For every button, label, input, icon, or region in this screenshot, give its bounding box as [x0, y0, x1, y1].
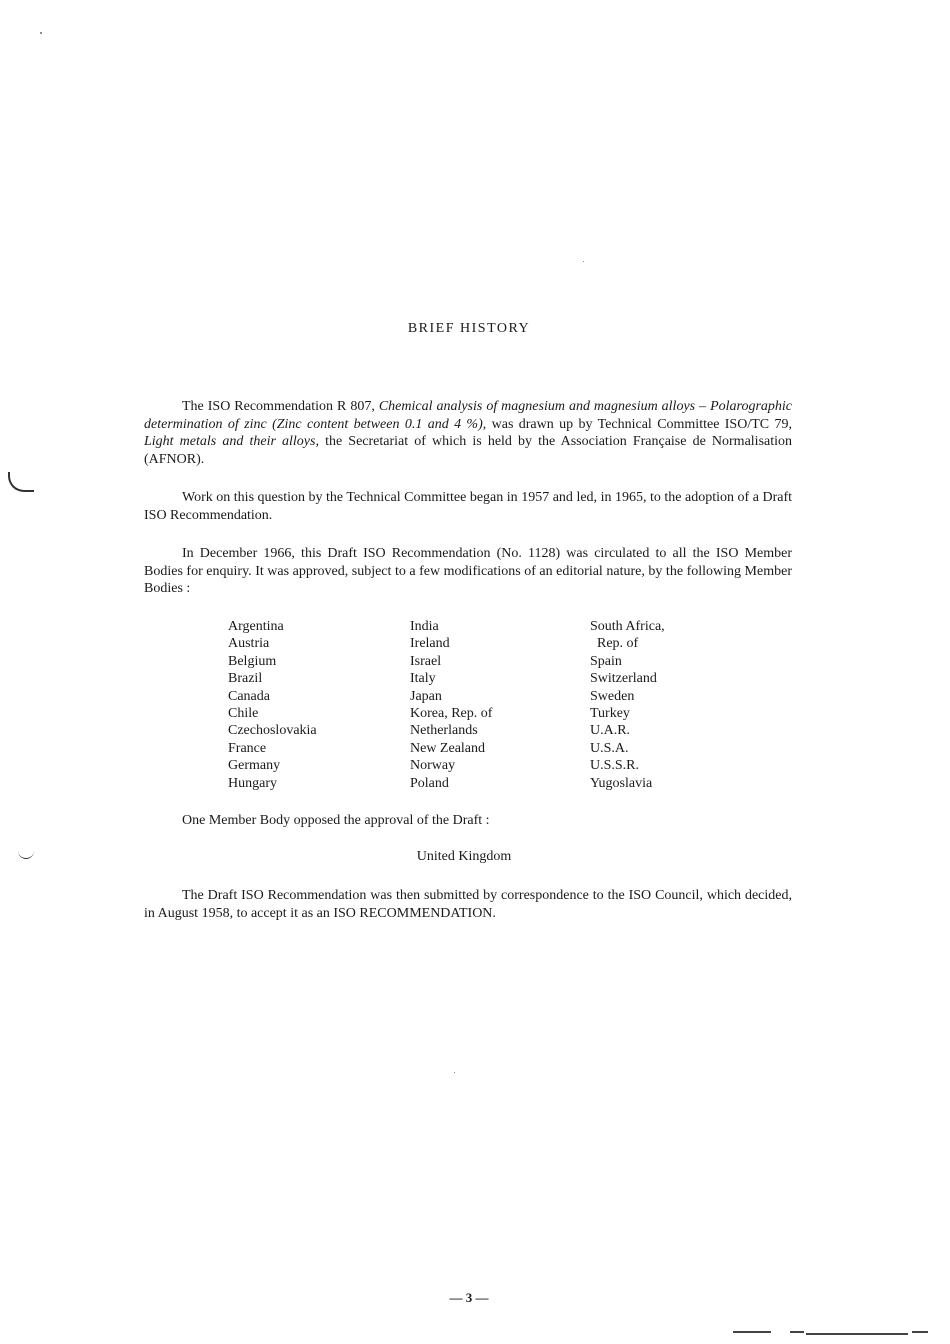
paragraph-3-text: In December 1966, this Draft ISO Recommendation (No. 1128) was circulated to all the ISO Member Bodies for enquiry. It was approved, subject to a few modifications of an editorial nature, by the following Member Bodies : — [144, 546, 792, 596]
committee-title: Light metals and their alloys, — [144, 434, 319, 449]
member-body: New Zealand — [410, 740, 486, 756]
paragraph-1-text-c: the Secretariat of which is held by the Association Française de Normalisation (AFNOR). — [144, 434, 793, 467]
standard-title: Chemical analysis of magnesium and magnesium alloys – Polarographic determination of zinc (Zinc content between 0.1 and 4 %), — [144, 399, 792, 432]
member-body: Czechoslovakia — [228, 723, 317, 739]
member-body: U.S.A. — [590, 740, 629, 756]
member-body: Israel — [410, 653, 442, 669]
member-bodies-column-1 — [228, 618, 317, 792]
paragraph-5-text: The Draft ISO Recommendation was then submitted by correspondence to the ISO Council, which decided, in August 1958, to accept it as an ISO RECOMMENDATION. — [144, 888, 792, 921]
member-body: Rep. of — [590, 636, 639, 652]
member-body: Brazil — [228, 671, 263, 687]
member-body: U.A.R. — [590, 723, 631, 739]
scan-line — [806, 1333, 908, 1335]
scan-line — [733, 1331, 771, 1333]
member-body: India — [410, 619, 439, 634]
page-number: — 3 — — [449, 1290, 489, 1305]
member-body: Hungary — [228, 775, 277, 791]
member-body: Turkey — [590, 705, 630, 721]
scan-line — [790, 1331, 804, 1333]
member-body: Netherlands — [410, 723, 478, 739]
member-body: U.S.S.R. — [590, 758, 640, 774]
member-body: Belgium — [228, 653, 277, 669]
member-bodies-column-3 — [590, 618, 665, 792]
paragraph-1-text-a: The ISO Recommendation R 807, — [182, 399, 379, 414]
paragraph-2-text: Work on this question by the Technical Committee began in 1957 and led, in 1965, to the adoption of a Draft ISO Recommendation. — [144, 490, 792, 523]
member-body: Korea, Rep. of — [410, 705, 493, 721]
history-paragraph-5 — [144, 887, 792, 922]
member-body: South Africa, — [590, 619, 665, 634]
opposing-member-body: United Kingdom — [416, 849, 512, 864]
section-title: BRIEF HISTORY — [407, 321, 531, 336]
history-paragraph-3 — [144, 545, 792, 598]
scan-speck — [454, 1072, 455, 1073]
member-body: Switzerland — [590, 671, 657, 687]
member-body: Ireland — [410, 636, 450, 652]
paragraph-1-text-b: was drawn up by Technical Committee ISO/TC 79, — [486, 416, 792, 432]
history-paragraph-4 — [144, 812, 792, 830]
scan-speck — [40, 32, 42, 34]
history-paragraph-2 — [144, 489, 792, 524]
member-bodies-column-2 — [410, 618, 492, 792]
member-body: Yugoslavia — [590, 775, 653, 791]
member-body: Chile — [228, 705, 259, 721]
scan-line — [912, 1331, 928, 1333]
member-body: Norway — [410, 758, 456, 774]
member-body: Sweden — [590, 688, 635, 704]
member-body: France — [228, 740, 267, 756]
member-body: Poland — [410, 775, 449, 791]
member-body: Italy — [410, 671, 436, 687]
paragraph-4-text: One Member Body opposed the approval of the Draft : — [182, 813, 490, 828]
member-body: Canada — [228, 688, 270, 704]
scan-mark — [8, 472, 34, 492]
member-body: Japan — [410, 688, 442, 704]
member-body: Germany — [228, 758, 281, 774]
scan-speck — [583, 261, 584, 262]
history-paragraph-1 — [144, 398, 792, 468]
member-body: Argentina — [228, 619, 284, 634]
member-body: Spain — [590, 653, 622, 669]
member-body: Austria — [228, 636, 270, 652]
